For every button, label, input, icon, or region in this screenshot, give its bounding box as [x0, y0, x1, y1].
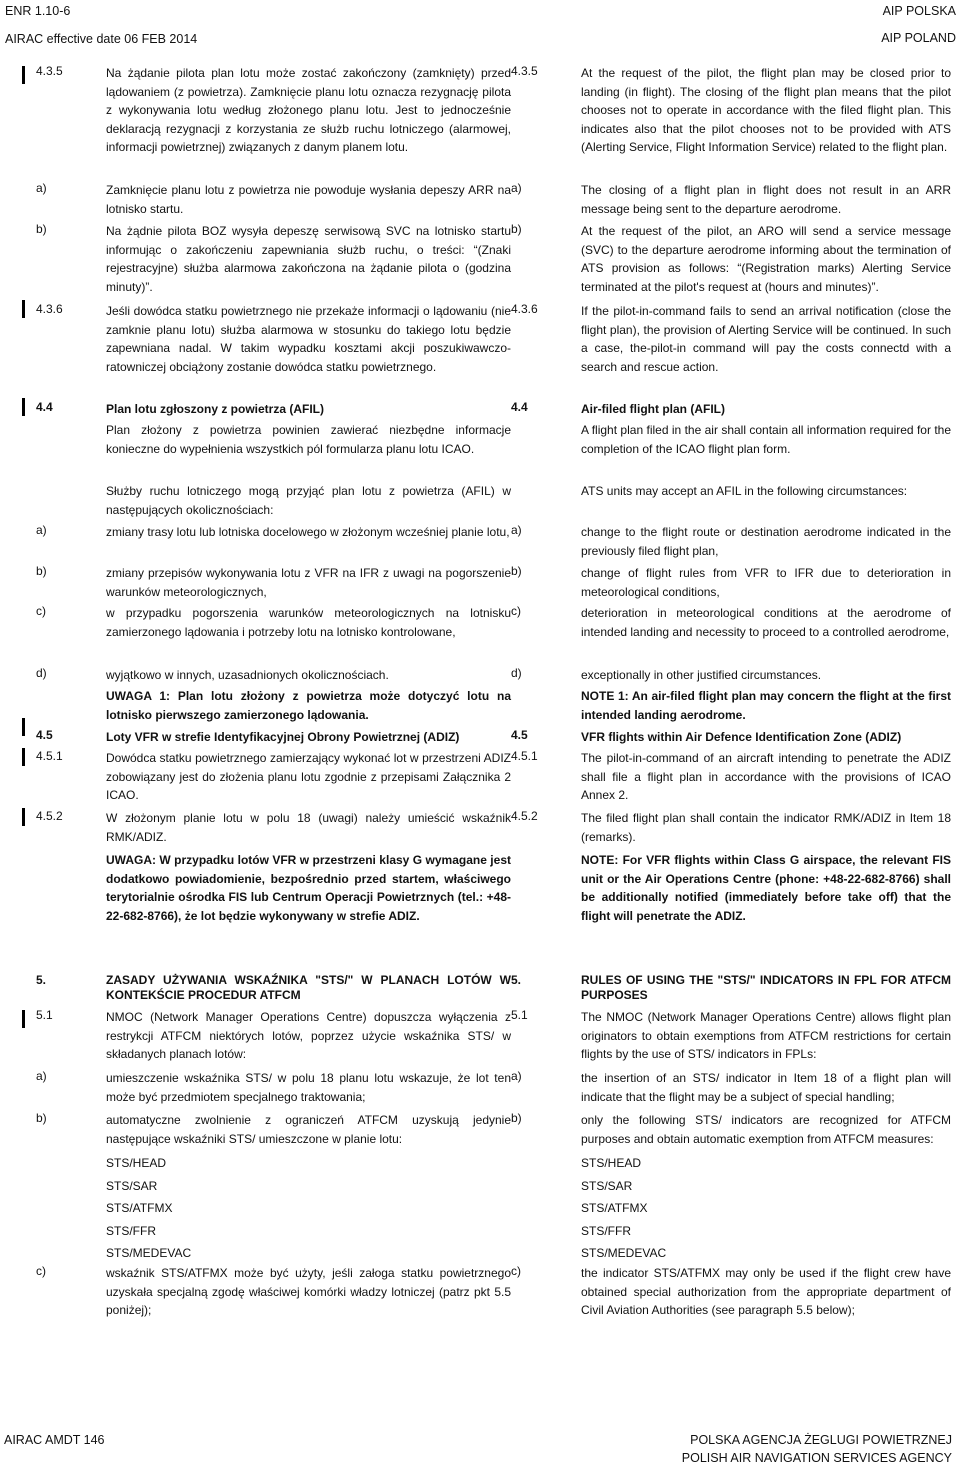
item-letter: c): [511, 604, 521, 618]
section-number: 4.3.6: [511, 302, 538, 316]
paragraph: Jeśli dowódca statku powietrznego nie przekaże informacji o lądowaniu (nie zamknie planu lotu) służba alarmowa w stosunku do takiego lotu będzie zapewniana nadal. W takim wypadku kosztami akcji poszukiwawczo-ratowniczej obciążony zostanie dowódca statku powietrznego.: [106, 304, 511, 374]
section-number: 5.1: [511, 1008, 528, 1022]
note: NOTE 1: An air-filed flight plan may concern the flight at the first intended landing aerodrome.: [581, 689, 951, 722]
sts-indicator: STS/HEAD: [581, 1156, 642, 1170]
section-number: 5.: [511, 973, 522, 987]
sts-indicator: STS/SAR: [106, 1178, 158, 1193]
section-title: Loty VFR w strefie Identyfikacyjnej Obrony Powietrznej (ADIZ): [106, 730, 460, 744]
paragraph: At the request of the pilot, the flight plan may be closed prior to landing (in flight). The closing of the flight plan means that the pilot chooses not to operate in accordance with the filed flight plan. This indicates also that the pilot chooses not to be provided with ATS (Alerting Service, Flight Information Service) related to the flight plan.: [581, 66, 951, 154]
header-left: [5, 4, 197, 47]
sts-indicators: [106, 1152, 511, 1265]
section-number: 4.3.5: [36, 64, 63, 78]
item-letter: a): [511, 523, 522, 537]
paragraph: The pilot-in-command of an aircraft intending to penetrate the ADIZ shall file a flight plan in accordance with the provisions of ICAO Annex 2.: [581, 751, 951, 802]
note: UWAGA: W przypadku lotów VFR w przestrzeni klasy G wymagane jest dodatkowo powiadomienie, bezpośrednio przed startem, właściwego terytorialnie ośrodka FIS lub Centrum Operacji Powietrznych (tel.: +48-22-682-8766), że lot będzie wykonywany w strefie ADIZ.: [106, 853, 511, 923]
item-letter: c): [511, 1264, 521, 1278]
change-bar: [22, 718, 25, 736]
item-letter: d): [36, 666, 47, 680]
change-bar: [22, 300, 25, 318]
paragraph: change to the flight route or destination aerodrome indicated in the previously filed flight plan,: [581, 525, 951, 558]
section-number: 4.5.1: [511, 749, 538, 763]
change-bar: [22, 1010, 25, 1028]
item-letter: b): [36, 222, 47, 236]
sts-indicator: STS/HEAD: [106, 1156, 167, 1170]
sts-indicator: STS/FFR: [581, 1223, 631, 1238]
paragraph: The NMOC (Network Manager Operations Centre) allows flight plan originators to obtain exemptions from ATFCM restrictions for certain flights by the use of STS/ indicators in FPLs:: [581, 1010, 951, 1061]
section-number: 4.5: [511, 728, 528, 742]
aip-polska: AIP POLSKA: [882, 4, 956, 18]
paragraph: only the following STS/ indicators are recognized for ATFCM purposes and obtain automatic exemption from ATFCM measures:: [581, 1113, 951, 1146]
section-number: 4.5.2: [36, 809, 63, 823]
paragraph: Dowódca statku powietrznego zamierzający wykonać lot w przestrzeni ADIZ zobowiązany jest do złożenia planu lotu zgodnie z przepisami Załącznika 2 ICAO.: [106, 751, 511, 802]
section-title: ZASADY UŻYWANIA WSKAŹNIKA "STS/" W PLANACH LOTÓW W KONTEKŚCIE PROCEDUR ATFCM: [106, 973, 511, 1002]
paragraph: Na żądnie pilota BOZ wysyła depeszę serwisową SVC na lotnisko startu informując o zakończeniu zapewniania służb ruchu, o treści: “(Znaki rejestracyjne) służba alarmowa zakończona na żądanie pilota o (godzina minuty)”.: [106, 224, 511, 294]
change-bar: [22, 66, 25, 84]
paragraph: deterioration in meteorological conditions at the aerodrome of intended landing and necessity to proceed to a controlled aerodrome,: [581, 606, 951, 639]
paragraph: w przypadku pogorszenia warunków meteorologicznych na lotnisku zamierzonego lądowania i potrzeby lotu na lotnisko kontrolowane,: [106, 606, 511, 639]
aip-poland: AIP POLAND: [881, 31, 956, 45]
paragraph: exceptionally in other justified circumstances.: [581, 668, 822, 682]
item-letter: a): [36, 523, 47, 537]
footer-right: [682, 1431, 952, 1467]
agency-name-en: POLISH AIR NAVIGATION SERVICES AGENCY: [681, 1451, 952, 1465]
item-letter: c): [36, 1264, 46, 1278]
sts-indicator: STS/MEDEVAC: [581, 1246, 667, 1260]
paragraph: The closing of a flight plan in flight does not result in an ARR message being sent to the departure aerodrome.: [581, 183, 951, 216]
sts-indicator: STS/ATFMX: [581, 1201, 648, 1215]
section-number: 4.4: [511, 400, 528, 414]
item-letter: b): [511, 222, 522, 236]
paragraph: Zamknięcie planu lotu z powietrza nie powoduje wysłania depeszy ARR na lotnisko startu.: [106, 183, 511, 216]
item-letter: d): [511, 666, 522, 680]
section-title: RULES OF USING THE "STS/" INDICATORS IN FPL FOR ATFCM PURPOSES: [581, 973, 951, 1002]
section-title: VFR flights within Air Defence Identification Zone (ADIZ): [581, 730, 902, 744]
sts-indicator: STS/SAR: [581, 1178, 633, 1193]
paragraph: If the pilot-in-command fails to send an arrival notification (close the flight plan), the provision of Alerting Service will be continued. In such a case, the-pilot-in command will pay the costs connectd with a search and rescue action.: [581, 304, 951, 374]
paragraph: the indicator STS/ATFMX may only be used if the flight crew have obtained special authorization from the appropriate department of Civil Aviation Authorities (see paragraph 5.5 below);: [581, 1266, 951, 1317]
paragraph: the insertion of an STS/ indicator in Item 18 of a flight plan will indicate that the flight may be a subject of special handling;: [581, 1071, 951, 1104]
sts-indicators: [581, 1152, 951, 1265]
section-number: 4.3.6: [36, 302, 63, 316]
section-number: 4.4: [36, 400, 53, 414]
paragraph: zmiany trasy lotu lub lotniska docelowego w złożonym wcześniej planie lotu,: [106, 525, 510, 539]
change-bar: [22, 748, 25, 766]
item-letter: a): [511, 1069, 522, 1083]
page-id: ENR 1.10-6: [5, 4, 71, 18]
item-letter: a): [36, 181, 47, 195]
paragraph: W złożonym planie lotu w polu 18 (uwagi) należy umieścić wskaźnik RMK/ADIZ.: [106, 811, 511, 844]
paragraph: A flight plan filed in the air shall contain all information required for the completion of the ICAO flight plan form.: [581, 423, 951, 456]
paragraph: wskaźnik STS/ATFMX może być użyty, jeśli załoga statku powietrznego uzyskała specjalną zgodę właściwej komórki władzy lotniczej (patrz pkt 5.5 poniżej);: [106, 1266, 511, 1317]
change-bar: [22, 808, 25, 826]
paragraph: wyjątkowo w innych, uzasadnionych okolicznościach.: [106, 668, 389, 682]
section-title: Air-filed flight plan (AFIL): [581, 402, 725, 416]
section-number: 4.5.1: [36, 749, 63, 763]
sts-indicator: STS/MEDEVAC: [106, 1246, 192, 1260]
footer-left: AIRAC AMDT 146: [4, 1433, 105, 1447]
item-letter: c): [36, 604, 46, 618]
airac-date: AIRAC effective date 06 FEB 2014: [5, 32, 198, 46]
section-number: 5.: [36, 973, 47, 987]
paragraph: Plan złożony z powietrza powinien zawierać niezbędne informacje konieczne do wypełnienia wszystkich pól formularza planu lotu ICAO.: [106, 423, 511, 456]
item-letter: b): [511, 1111, 522, 1125]
paragraph: The filed flight plan shall contain the indicator RMK/ADIZ in Item 18 (remarks).: [581, 811, 951, 844]
paragraph: automatyczne zwolnienie z ograniczeń ATFCM uzyskują jedynie następujące wskaźniki STS/ umieszczone w planie lotu:: [106, 1113, 511, 1146]
paragraph: ATS units may accept an AFIL in the following circumstances:: [581, 484, 908, 498]
paragraph: zmiany przepisów wykonywania lotu z VFR na IFR z uwagi na pogorszenie warunków meteorologicznych,: [106, 566, 511, 599]
section-number: 5.1: [36, 1008, 53, 1022]
item-letter: b): [511, 564, 522, 578]
paragraph: Na żądanie pilota plan lotu może zostać zakończony (zamknięty) przed lądowaniem (z powietrza). Zamknięcie planu lotu oznacza rezygnację pilota z wykonywania lotu według złożonego planu lotu. Jest to jednocześnie deklaracją rezygnacji z korzystania ze służb ruchu lotniczego (alarmowej, informacji powietrznej) związanych z danym planem lotu.: [106, 66, 511, 154]
header-right: [881, 4, 956, 46]
agency-name-pl: POLSKA AGENCJA ŻEGLUGI POWIETRZNEJ: [690, 1433, 952, 1447]
change-bar: [22, 398, 25, 416]
item-letter: a): [36, 1069, 47, 1083]
item-letter: a): [511, 181, 522, 195]
paragraph: At the request of the pilot, an ARO will send a service message (SVC) to the departure aerodrome informing about the termination of ATS provision as follows: “(Registration marks) Alerting Service terminated at the pilot's request at (hours and minutes)”.: [581, 224, 951, 294]
sts-indicator: STS/ATFMX: [106, 1201, 173, 1215]
paragraph: change of flight rules from VFR to IFR due to deterioration in meteorological conditions,: [581, 566, 951, 599]
paragraph: NMOC (Network Manager Operations Centre) dopuszcza wyłączenia z restrykcji ATFCM niektórych lotów, poprzez użycie wskaźnika STS/ w składanych planach lotów:: [106, 1010, 511, 1061]
paragraph: umieszczenie wskaźnika STS/ w polu 18 planu lotu wskazuje, że lot ten może być przedmiotem specjalnego traktowania;: [106, 1071, 511, 1104]
section-number: 4.3.5: [511, 64, 538, 78]
note: NOTE: For VFR flights within Class G airspace, the relevant FIS unit or the Air Operations Centre (phone: +48-22-682-8766) shall be additionally notified (immediately before take off) that the flight will penetrate the ADIZ.: [581, 853, 951, 923]
note: UWAGA 1: Plan lotu złożony z powietrza może dotyczyć lotu na lotnisko pierwszego zamierzonego lądowania.: [106, 689, 511, 722]
section-number: 4.5.2: [511, 809, 538, 823]
item-letter: b): [36, 564, 47, 578]
section-title: Plan lotu zgłoszony z powietrza (AFIL): [106, 402, 324, 416]
paragraph: Służby ruchu lotniczego mogą przyjąć plan lotu z powietrza (AFIL) w następujących okolicznościach:: [106, 484, 511, 517]
sts-indicator: STS/FFR: [106, 1223, 156, 1238]
section-number: 4.5: [36, 728, 53, 742]
item-letter: b): [36, 1111, 47, 1125]
